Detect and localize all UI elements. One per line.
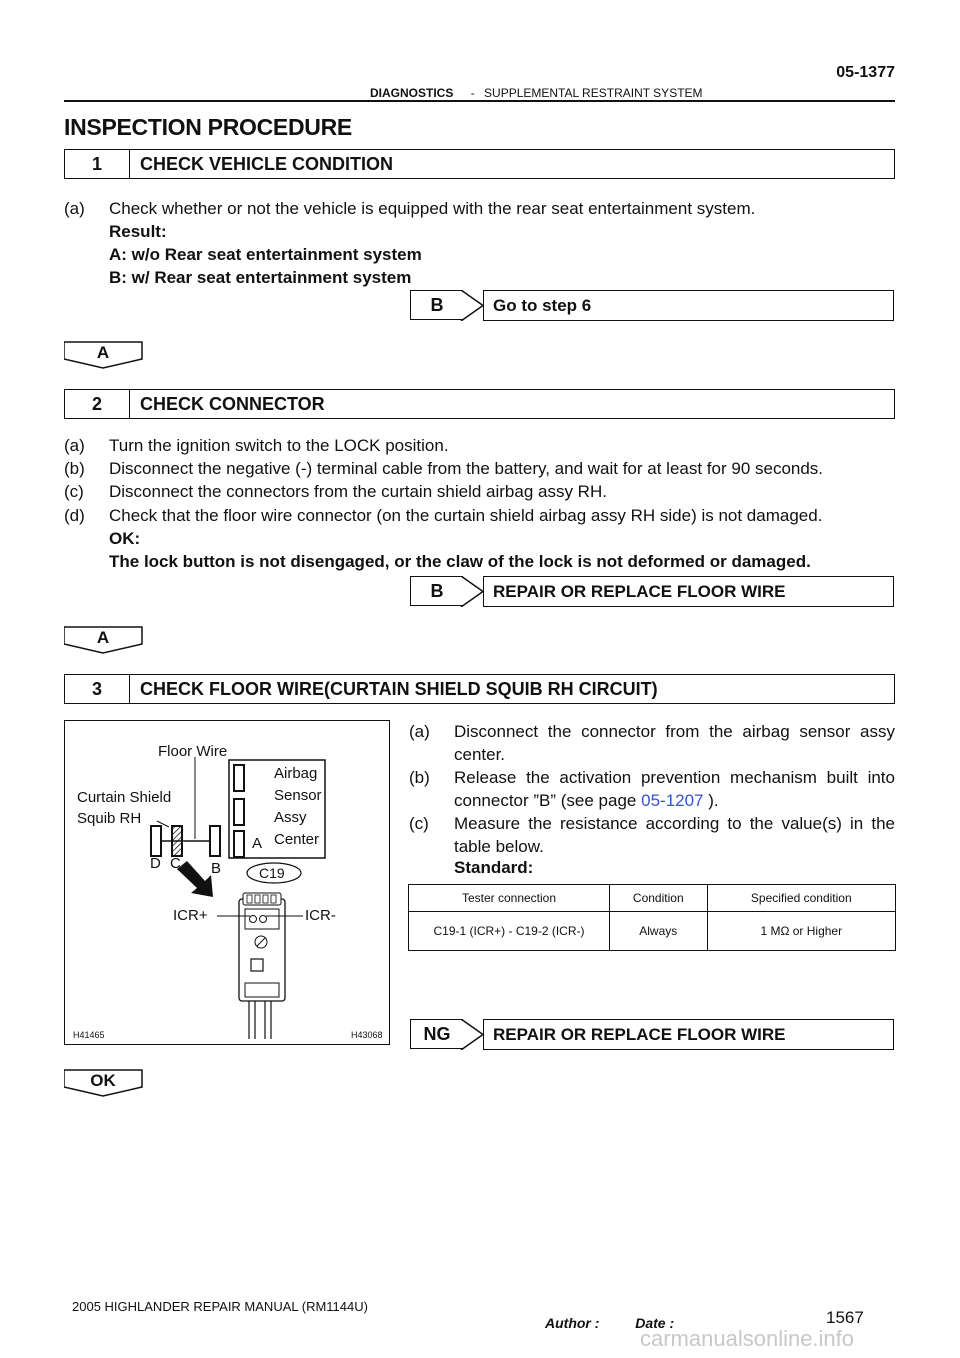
label-curtain-2: Squib RH — [77, 810, 142, 827]
page-link[interactable]: 05-1207 — [641, 791, 704, 810]
step-number: 3 — [65, 675, 130, 703]
label-icr-minus: ICR- — [305, 907, 336, 924]
item-text: Check that the floor wire connector (on the curtain shield airbag assy RH side) is not damaged. — [109, 506, 823, 525]
step-3-branch — [410, 1019, 896, 1049]
branch-result[interactable]: REPAIR OR REPLACE FLOOR WIRE — [483, 1019, 894, 1050]
label-c: C — [170, 855, 181, 872]
item-text — [454, 766, 895, 812]
manual-footer: 2005 HIGHLANDER REPAIR MANUAL (RM1144U) — [72, 1299, 368, 1314]
standard-label: Standard: — [454, 858, 534, 877]
connector-diagram — [64, 720, 390, 1045]
table-row — [409, 912, 896, 951]
step-3-box — [64, 674, 895, 704]
author-label: Author : — [545, 1315, 600, 1331]
label-curtain-1: Curtain Shield — [77, 789, 172, 806]
item-label: (c) — [409, 814, 429, 833]
step-2-branch — [410, 576, 896, 606]
step-title: CHECK VEHICLE CONDITION — [140, 153, 394, 174]
item-text: Disconnect the negative (-) terminal cable from the battery, and wait for at least for 90 seconds. — [109, 459, 824, 478]
standard-table — [408, 884, 896, 951]
label-airbag-3: Assy — [274, 809, 307, 826]
table-header: Condition — [610, 885, 708, 912]
item-label: (a) — [64, 199, 85, 218]
down-tag-label: A — [96, 343, 110, 362]
label-airbag-2: Sensor — [274, 787, 322, 804]
branch-tag: B — [410, 576, 463, 606]
item-label: (a) — [409, 722, 430, 741]
table-header: Tester connection — [409, 885, 610, 912]
item-text: Turn the ignition switch to the LOCK position. — [109, 436, 449, 455]
step-1-branch — [410, 290, 896, 320]
item-text-post: ). — [708, 791, 719, 810]
figure-code-right: H43068 — [351, 1030, 383, 1040]
label-airbag-1: Airbag — [274, 765, 318, 782]
page-code: 05-1377 — [836, 64, 895, 81]
down-tag-label: A — [96, 628, 110, 647]
result-label: Result: — [109, 222, 167, 241]
item-text: Disconnect the connectors from the curtain shield airbag assy RH. — [109, 482, 607, 501]
page-number: 1567 — [826, 1308, 864, 1327]
step-title: CHECK CONNECTOR — [140, 393, 325, 414]
connector-drawing — [65, 721, 391, 1046]
step-2-box — [64, 389, 895, 419]
label-airbag-4: Center — [274, 831, 320, 848]
table-cell: C19-1 (ICR+) - C19-2 (ICR-) — [409, 912, 610, 951]
item-text: Disconnect the connector from the airbag sensor assy center. — [454, 722, 895, 764]
ok-label: OK: — [109, 529, 141, 548]
branch-tag: NG — [410, 1019, 463, 1049]
page-title: INSPECTION PROCEDURE — [64, 114, 352, 140]
table-header-row — [409, 885, 896, 912]
running-header — [370, 86, 703, 100]
header-separator: - — [470, 86, 475, 100]
step-1-box — [64, 149, 895, 179]
step-title: CHECK FLOOR WIRE(CURTAIN SHIELD SQUIB RH CIRCUIT) — [140, 678, 658, 699]
header-rule — [64, 100, 895, 102]
item-label: (b) — [409, 768, 430, 787]
date-label: Date : — [635, 1315, 675, 1331]
header-section: DIAGNOSTICS — [370, 86, 454, 100]
result-b: B: w/ Rear seat entertainment system — [109, 268, 412, 287]
table-cell: Always — [610, 912, 708, 951]
item-label: (b) — [64, 459, 85, 478]
ok-text: The lock button is not disengaged, or the claw of the lock is not deformed or damaged. — [109, 552, 811, 571]
header-subsection: SUPPLEMENTAL RESTRAINT SYSTEM — [484, 86, 703, 100]
table-cell: 1 MΩ or Higher — [707, 912, 895, 951]
table-header: Specified condition — [707, 885, 895, 912]
label-floor-wire: Floor Wire — [158, 743, 228, 760]
watermark: carmanualsonline.info — [640, 1326, 855, 1351]
item-text: Check whether or not the vehicle is equipped with the rear seat entertainment system. — [109, 199, 756, 218]
branch-tag: B — [410, 290, 463, 320]
item-label: (d) — [64, 506, 85, 525]
label-icr-plus: ICR+ — [173, 907, 208, 924]
label-d: D — [150, 855, 161, 872]
step-number: 1 — [65, 150, 130, 178]
figure-code-left: H41465 — [73, 1030, 105, 1040]
label-b: B — [211, 860, 222, 877]
result-a: A: w/o Rear seat entertainment system — [109, 245, 422, 264]
item-text-pre: Release the activation prevention mechanism built into connector ”B” (see page — [454, 768, 895, 810]
item-label: (a) — [64, 436, 85, 455]
item-text: Measure the resistance according to the value(s) in the table below. — [454, 814, 895, 856]
step-number: 2 — [65, 390, 130, 418]
label-a: A — [252, 835, 263, 852]
down-tag-label: OK — [90, 1071, 116, 1090]
branch-result[interactable]: REPAIR OR REPLACE FLOOR WIRE — [483, 576, 894, 607]
item-label: (c) — [64, 482, 84, 501]
label-c19: C19 — [259, 865, 285, 881]
branch-result[interactable]: Go to step 6 — [483, 290, 894, 321]
